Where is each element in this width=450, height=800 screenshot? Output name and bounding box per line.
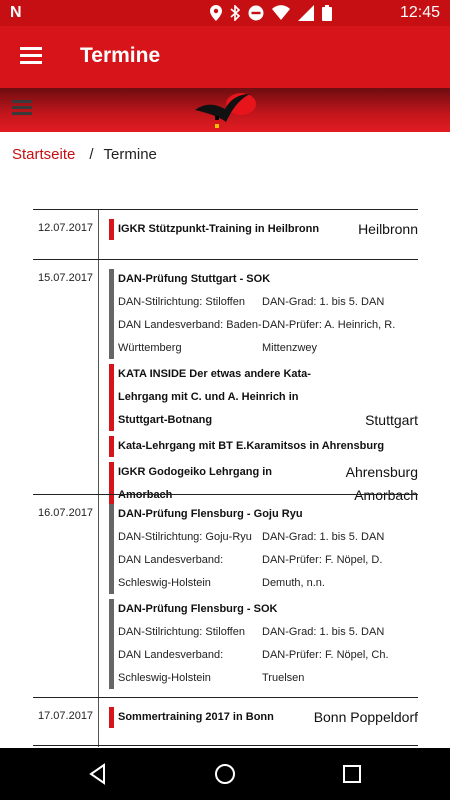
event-name[interactable]: DAN-Prüfung Flensburg - Goju Ryu [118,508,303,520]
event-name[interactable]: IGKR Godogeiko Lehrgang in Amorbach [118,466,272,501]
event-item[interactable] [109,503,418,595]
event-detail-style: DAN-Stilrichtung: Stiloffen [118,296,245,308]
event-name[interactable]: Sommertraining 2017 in Bonn [118,711,274,723]
event-place: Bonn Poppeldorf [313,709,418,725]
event-detail-grade: DAN-Grad: 1. bis 5. DAN [262,296,385,308]
day-date: 17.07.2017 [33,698,99,745]
breadcrumb-current: Termine [103,146,157,163]
event-item[interactable] [109,598,418,690]
site-header [0,88,450,132]
day-row [33,209,418,259]
home-icon[interactable] [213,762,237,786]
event-place: Stuttgart [365,412,418,428]
day-events [99,210,418,259]
logo[interactable] [192,90,258,130]
event-list [33,209,418,747]
event-details [118,526,418,595]
signal-icon [298,5,314,21]
day-date [33,746,99,747]
navigation-bar [0,748,450,800]
day-date: 16.07.2017 [33,495,99,697]
event-detail-style: DAN-Stilrichtung: Stiloffen [118,626,245,638]
event-place: Ahrensburg Amorbach [345,464,418,503]
day-events [99,495,418,697]
event-detail-association: DAN Landesverband: Schleswig-Holstein [118,649,224,684]
event-name[interactable]: DAN-Prüfung Flensburg - SOK [118,603,278,615]
bluetooth-icon [230,5,240,21]
notification-n-icon: N [10,4,22,21]
status-icons [210,5,332,21]
event-detail-grade: DAN-Grad: 1. bis 5. DAN [262,531,385,543]
event-name[interactable]: Kata-Lehrgang mit BT E.Karamitsos in Ahrensburg [118,440,385,452]
status-bar [0,0,450,26]
event-item[interactable] [109,435,418,458]
day-date: 15.07.2017 [33,260,99,494]
day-row [33,494,418,697]
event-detail-examiner: DAN-Prüfer: F. Nöpel, Ch. Truelsen [262,649,389,684]
event-name[interactable]: KATA INSIDE Der etwas andere Kata-Lehrgang mit C. und A. Heinrich in Stuttgart-Botnang [118,368,311,426]
event-detail-examiner: DAN-Prüfer: A. Heinrich, R. Mittenzwey [262,319,396,354]
event-name[interactable]: DAN-Prüfung Stuttgart - SOK [118,273,271,285]
breadcrumb-home-link[interactable]: Startseite [12,146,76,163]
event-details [118,291,418,360]
event-item[interactable] [109,363,418,432]
event-detail-examiner: DAN-Prüfer: F. Nöpel, D. Demuth, n.n. [262,554,383,589]
event-place: Heilbronn [358,221,418,237]
event-detail-association: DAN Landesverband: Schleswig-Holstein [118,554,224,589]
location-icon [210,5,222,21]
battery-icon [322,5,332,21]
clock: 12:45 [399,4,440,21]
day-row [33,745,418,747]
event-item[interactable] [109,706,418,729]
day-date: 12.07.2017 [33,210,99,259]
event-detail-grade: DAN-Grad: 1. bis 5. DAN [262,626,385,638]
recents-icon[interactable] [340,762,364,786]
day-row [33,259,418,503]
back-icon[interactable] [86,762,110,786]
event-item[interactable] [109,218,418,241]
event-detail-association: DAN Landesverband: Baden-Württemberg [118,319,262,354]
wifi-icon [272,5,290,21]
app-bar [0,26,450,88]
do-not-disturb-icon [248,5,264,21]
event-details [118,621,418,690]
breadcrumb-separator: / [89,146,94,163]
day-events [99,260,418,503]
event-name[interactable]: IGKR Stützpunkt-Training in Heilbronn [118,223,320,235]
site-menu-icon[interactable] [12,100,32,118]
event-detail-style: DAN-Stilrichtung: Goju-Ryu [118,531,252,543]
breadcrumb [12,146,157,163]
page-title: Termine [80,44,161,67]
day-row [33,697,418,745]
day-events [99,698,418,745]
menu-icon[interactable] [20,47,42,63]
event-item[interactable] [109,268,418,360]
